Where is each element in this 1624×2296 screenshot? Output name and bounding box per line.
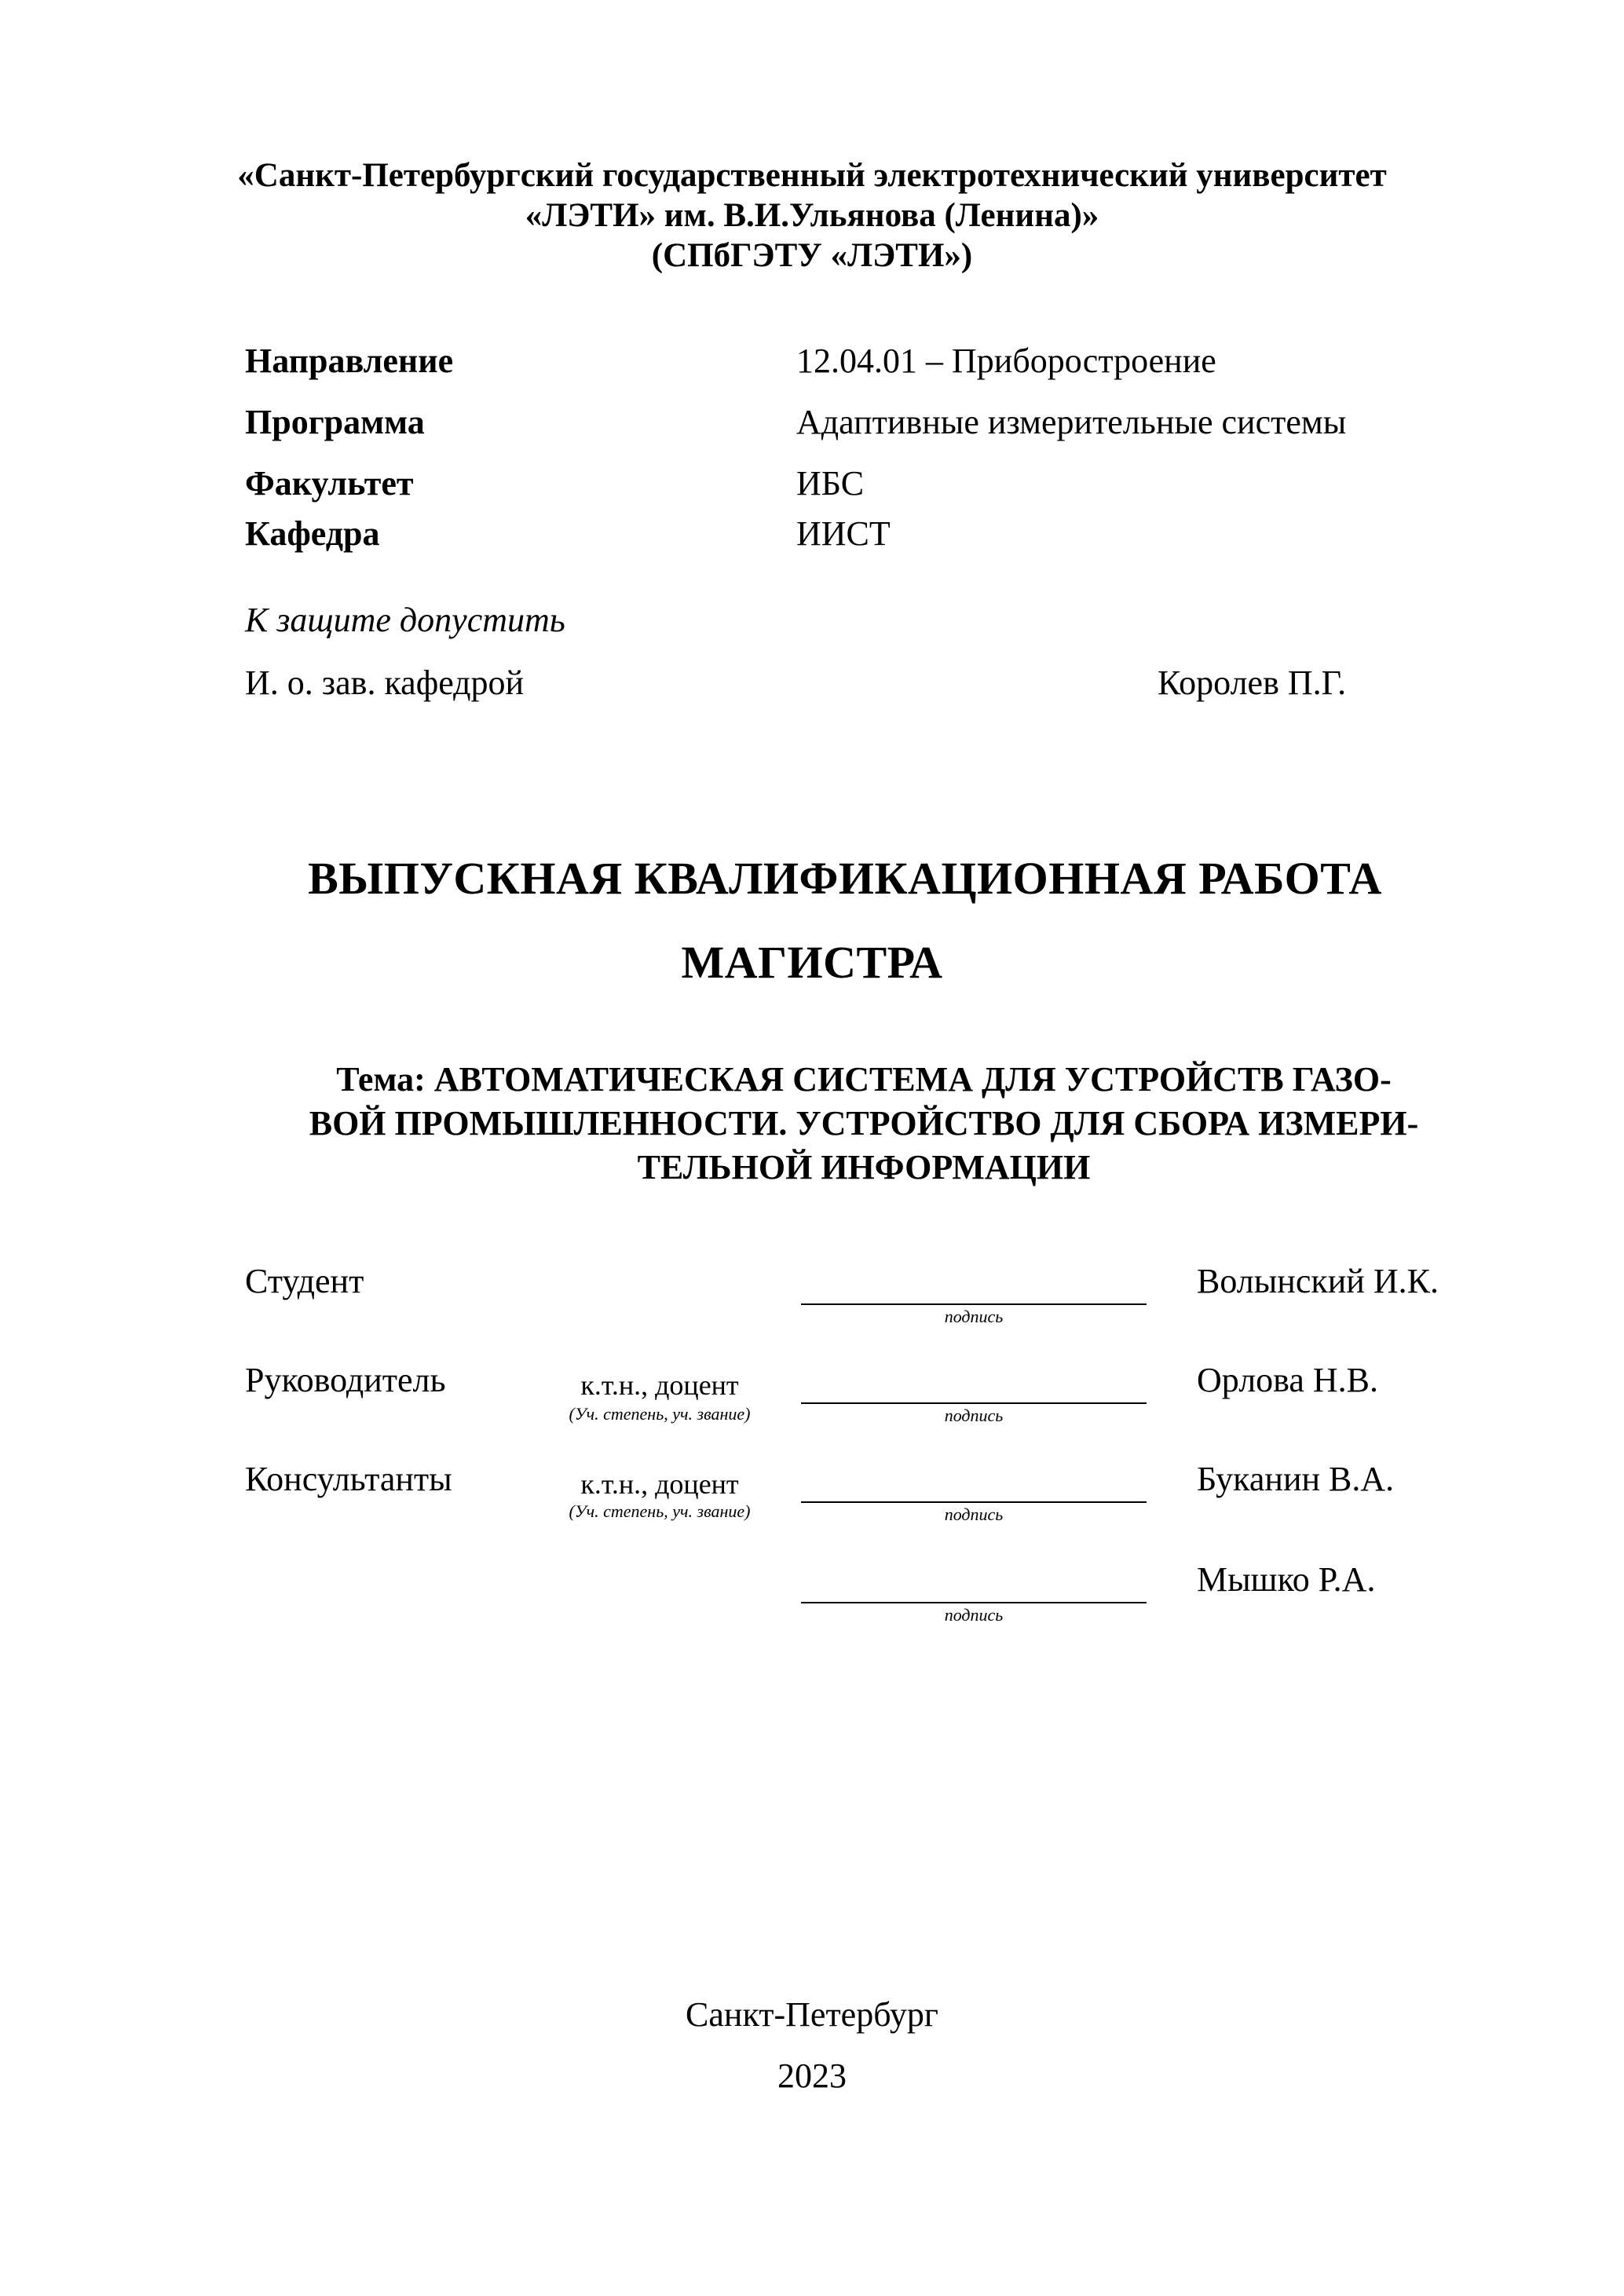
thesis-title-line2: МАГИСТРА [681,937,943,988]
name-consultant1: Буканин В.А. [1197,1460,1395,1498]
signature-line-consultant2 [801,1602,1147,1603]
degree-supervisor: к.т.н., доцент [580,1369,739,1401]
info-label-department: Кафедра [245,514,380,553]
topic-line3: ТЕЛЬНОЙ ИНФОРМАЦИИ [637,1148,1091,1186]
info-value-program: Адаптивные измерительные системы [796,403,1347,441]
city: Санкт-Петербург [686,1995,938,2034]
approver-name: Королев П.Г. [1158,664,1347,702]
thesis-title-line1-text: ВЫПУСКНАЯ КВАЛИФИКАЦИОННАЯ РАБОТА [308,853,1382,904]
info-value-department: ИИСТ [796,514,891,553]
name-supervisor: Орлова Н.В. [1197,1361,1378,1399]
info-value-faculty: ИБС [796,464,865,503]
signature-line-student [801,1303,1147,1305]
university-abbreviation: (СПбГЭТУ «ЛЭТИ») [651,237,973,274]
topic-line2: ВОЙ ПРОМЫШЛЕННОСТИ. УСТРОЙСТВО ДЛЯ СБОРА ИЗМЕРИ- [309,1104,1419,1143]
signature-caption-student: подпись [944,1307,1004,1326]
name-student: Волынский И.К. [1197,1262,1439,1300]
signature-line-consultant1 [801,1501,1147,1503]
info-label-faculty: Факультет [245,464,414,503]
signature-caption-consultant2: подпись [944,1605,1004,1625]
info-value-direction: 12.04.01 – Приборостроение [796,342,1216,380]
degree-caption-supervisor: (Уч. степень, уч. звание) [569,1404,751,1424]
signature-caption-supervisor: подпись [944,1406,1004,1425]
role-supervisor: Руководитель [245,1361,446,1399]
role-student: Студент [245,1262,364,1300]
university-name-line1: «Санкт-Петербургский государственный электротехнический университет [237,157,1387,194]
info-label-direction: Направление [245,342,454,380]
topic-line1: Тема: АВТОМАТИЧЕСКАЯ СИСТЕМА ДЛЯ УСТРОЙСТВ ГАЗО- [336,1060,1392,1099]
role-consultants: Консультанты [245,1460,452,1498]
degree-consultant: к.т.н., доцент [580,1468,739,1500]
admit-to-defense: К защите допустить [245,601,565,639]
name-consultant2: Мышко Р.А. [1197,1560,1376,1599]
university-name-line2: «ЛЭТИ» им. В.И.Ульянова (Ленина)» [525,197,1099,234]
info-label-program: Программа [245,403,425,441]
thesis-title-line1 [0,853,1624,905]
signature-line-supervisor [801,1402,1147,1404]
year: 2023 [777,2057,847,2095]
approver-position: И. о. зав. кафедрой [245,664,525,702]
signature-caption-consultant1: подпись [944,1504,1004,1524]
degree-caption-consultant: (Уч. степень, уч. звание) [569,1501,751,1521]
